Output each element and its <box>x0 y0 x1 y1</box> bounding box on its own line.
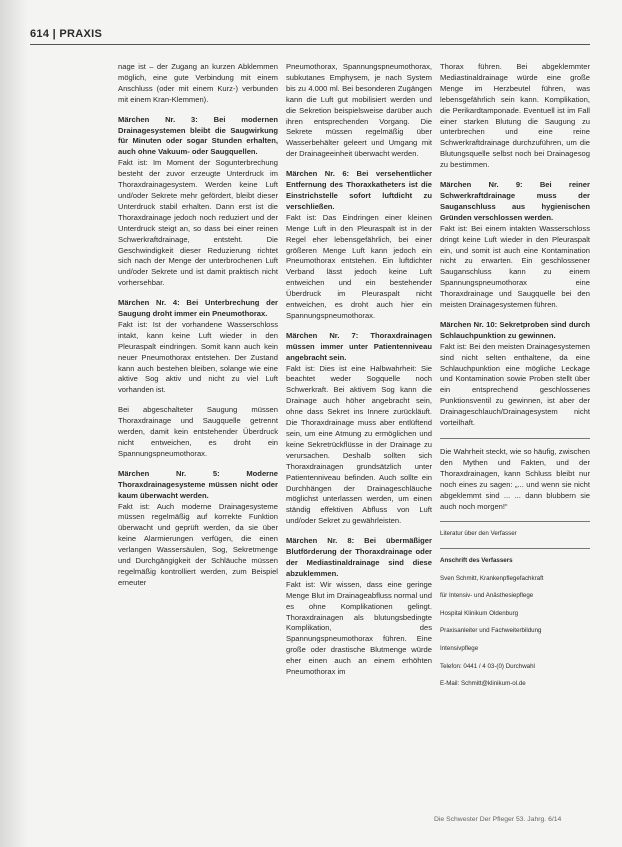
address-line: E-Mail: Schmitt@klinikum-ol.de <box>440 680 526 688</box>
section-heading: Märchen Nr. 5: Moderne Thoraxdrainagesysteme müssen nicht oder kaum überwacht werden. <box>118 468 278 500</box>
paragraph: Fakt ist: Ist der vorhandene Wasserschloss intakt, kann keine Luft wieder in den Pleuraspalt eindringen. Somit kann auch kein neuer Pneumothorax entstehen. Der Zustand kann auch bestehen bleiben, solange wie eine aktive Sog aktiv und nicht zu viel Luft vorhanden ist. <box>118 319 278 395</box>
section-heading: Märchen Nr. 6: Bei versehentlicher Entfernung des Thoraxkatheters ist die Einstrichstelle sofort luftdicht zu verschließen. <box>286 169 432 211</box>
address-line: Hospital Klinikum Oldenburg <box>440 609 519 617</box>
section-divider <box>440 521 590 522</box>
paragraph: Fakt ist: Wir wissen, dass eine geringe Menge Blut im Drainageabfluss normal und es ohne Komplikationen gelingt. Thoraxdrainagen als blutungsbedingte Komplikation, des Spannungspneumothorax führen. Eine große oder drastische Blutmenge würde eher einen auch an einem erhöhten Pneumothorax im <box>286 579 432 677</box>
header-rule <box>30 44 590 45</box>
page-header: 614 | PRAXIS <box>30 28 103 40</box>
section-heading: Märchen Nr. 7: Thoraxdrainagen müssen immer unter Patientenniveau angebracht sein. <box>286 330 432 362</box>
author-note: Literatur über den Verfasser <box>440 530 517 538</box>
section-heading: Märchen Nr. 10: Sekretproben sind durch Schlauchpunktion zu gewinnen. <box>440 319 590 340</box>
section-heading: Märchen Nr. 8: Bei übermäßiger Blutförderung der Thoraxdrainage oder der Mediastinaldrainage sind diese abzuklemmen. <box>286 536 432 578</box>
paragraph: nage ist – der Zugang an kurzen Abklemmen möglich, eine gute Verbindung mit einem Anschluss (oder mit einem Kurz-) verbunden mit einem Kran-Klemmen). <box>118 62 278 104</box>
paragraph: Fakt ist: Bei den meisten Drainagesystemen sind nicht selten enthaltene, da eine Schlauchpunktion eine mögliche Leckage und Kontamination sowie Proben stellt über ein entsprechend geschlossenes Punktionsventil zu gewinnen, ist aber der Drainageschlauch/Drainagesystem nicht vorteilhaft. <box>440 341 590 428</box>
paragraph: Thorax führen. Bei abgeklemmter Mediastinaldrainage würde eine große Menge im Herzbeutel führen, was lebensgefährlich sein kann. Komplikation, die Perikardtamponade. Eventuell ist im Fall einer starken Blutung die Saugung zu unterbrechen und eine reine Schwerkraftdrainage durchzuführen, um die Blutungsquelle selbst noch bei Drainagesog zu bestimmen. <box>440 62 590 170</box>
address-line: Praxisanleiter und Fachweiterbildung <box>440 627 542 635</box>
paragraph: Bei abgeschalteter Saugung müssen Thoraxdrainage und Saugquelle getrennt werden, damit kein entstehender Überdruck nicht entweichen, es droht ein Spannungspneumothorax. <box>118 405 278 458</box>
paragraph: Fakt ist: Auch moderne Drainagesysteme müssen regelmäßig auf korrekte Funktion überwacht und geprüft werden, da sie über keine Alarmierungen verfügen, die einen verlangen Wassersäulen, Sog, Sekretmenge und Durchgängigkeit der Schläuche müssen regelmäßig kontrolliert werden, zum Beispiel erneuter <box>118 501 278 587</box>
paragraph: Fakt ist: Im Moment der Sogunterbrechung besteht der zuvor erzeugte Unterdruck im Thoraxdrainagesystem. Werden keine Luft und/oder Sekrete mehr gefördert, bleibt dieser Unterdruck stabil erhalten. Dann erst ist die Thoraxdrainage jedoch noch reduziert und der Unterdruck steigt an, so dass bei einer reinen Schwerkraftdrainage, entsteht. Die Geschwindigkeit dieser Reduzierung richtet sich nach der Menge der unterbrochenen Luft und/oder Sekrete und ist damit praktisch nicht vorhersehbar. <box>118 158 278 288</box>
address-line: für Intensiv- und Anästhesiepflege <box>440 592 534 600</box>
page-footer: Die Schwester Der Pfleger 53. Jahrg. 6/14 <box>434 816 562 823</box>
paragraph: Fakt ist: Bei einem intakten Wasserschloss dringt keine Luft wieder in den Pleuraspalt ein, und somit ist auch eine Kontamination nicht zu erwarten. Ein geschlossener Sauganschluss kann zu einem Spannungspneumothorax eine Thoraxdrainage und Saugquelle bei den meisten Drainagesystemen führen. <box>440 223 590 310</box>
section-heading: Märchen Nr. 3: Bei modernen Drainagesystemen bleibt die Saugwirkung für Minuten oder sogar Stunden erhalten, auch ohne Vakuum- oder Saugquellen. <box>118 114 278 157</box>
section-heading: Märchen Nr. 4: Bei Unterbrechung der Saugung droht immer ein Pneumothorax. <box>118 298 278 319</box>
paragraph: Die Wahrheit steckt, wie so häufig, zwischen den Mythen und Fakten, und der Thoraxdrainagen, kann Schluss bleibt nur noch eines zu sagen: „... und wenn sie nicht abgeklemmt sind ... ... dann blubbern sie auch noch morgen!“ <box>440 447 590 511</box>
column-2 <box>286 62 432 687</box>
column-3 <box>440 62 590 698</box>
section-divider <box>440 438 590 439</box>
paragraph: Fakt ist: Das Eindringen einer kleinen Menge Luft in den Pleuraspalt ist in der Regel eher lebensgefährlich, bei einer größeren Menge Luft kann jedoch ein Pneumothorax entstehen. Ein luftdichter Verband lässt jedoch keine Luft entweichen und ein bestehender Überdruck im Pleuraspalt nicht entweichen, es droht auch hier ein Spannungspneumothorax. <box>286 212 432 320</box>
address-line: Intensivpflege <box>440 645 479 652</box>
column-1 <box>118 62 278 598</box>
section-divider <box>440 548 590 549</box>
address-line: Telefon: 0441 / 4 03-(0) Durchwahl <box>440 662 535 670</box>
paragraph: Fakt ist: Dies ist eine Halbwahrheit: Sie beachtet weder Sogquelle noch Schwerkraft. Bei aktivem Sog kann die Drainage auch höher angebracht sein, ohne dass Sekret ins Innere zurückläuft. Die Thoraxdrainage muss aber entlüftend sein, um eine Atmung zu ermöglichen und keine Sekretrückflüsse in der Drainage zu verursachen. Deshalb sollten sich Thoraxdrainagen grundsätzlich unter Patientenniveau befinden. Auch sollte ein Durchhängen der Drainageschläuche möglichst unterlassen werden, um einen ständig effektiven Abfluss von Luft und/oder Sekret zu gewährleisten. <box>286 363 432 526</box>
paragraph: Pneumothorax, Spannungspneumothorax, subkutanes Emphysem, je nach System bis zu 4.000 ml. Bei besonderen Zugängen kann die Luft gut mobilisiert werden und die Sekretion beispielsweise darüber auch ihren entsprechenden Vorgang. Die Sekrete müssen regelmäßig über Wasserbehälter geleert und Umgang mit der Drainageeinheit überwacht werden. <box>286 62 432 159</box>
address-line: Sven Schmitt, Krankenpflegefachkraft <box>440 574 544 582</box>
binding-shadow <box>0 0 28 847</box>
section-heading: Märchen Nr. 9: Bei reiner Schwerkraftdrainage muss der Sauganschluss aus hygienischen Gründen verschlossen werden. <box>440 180 590 222</box>
address-title: Anschrift des Verfassers <box>440 557 513 565</box>
